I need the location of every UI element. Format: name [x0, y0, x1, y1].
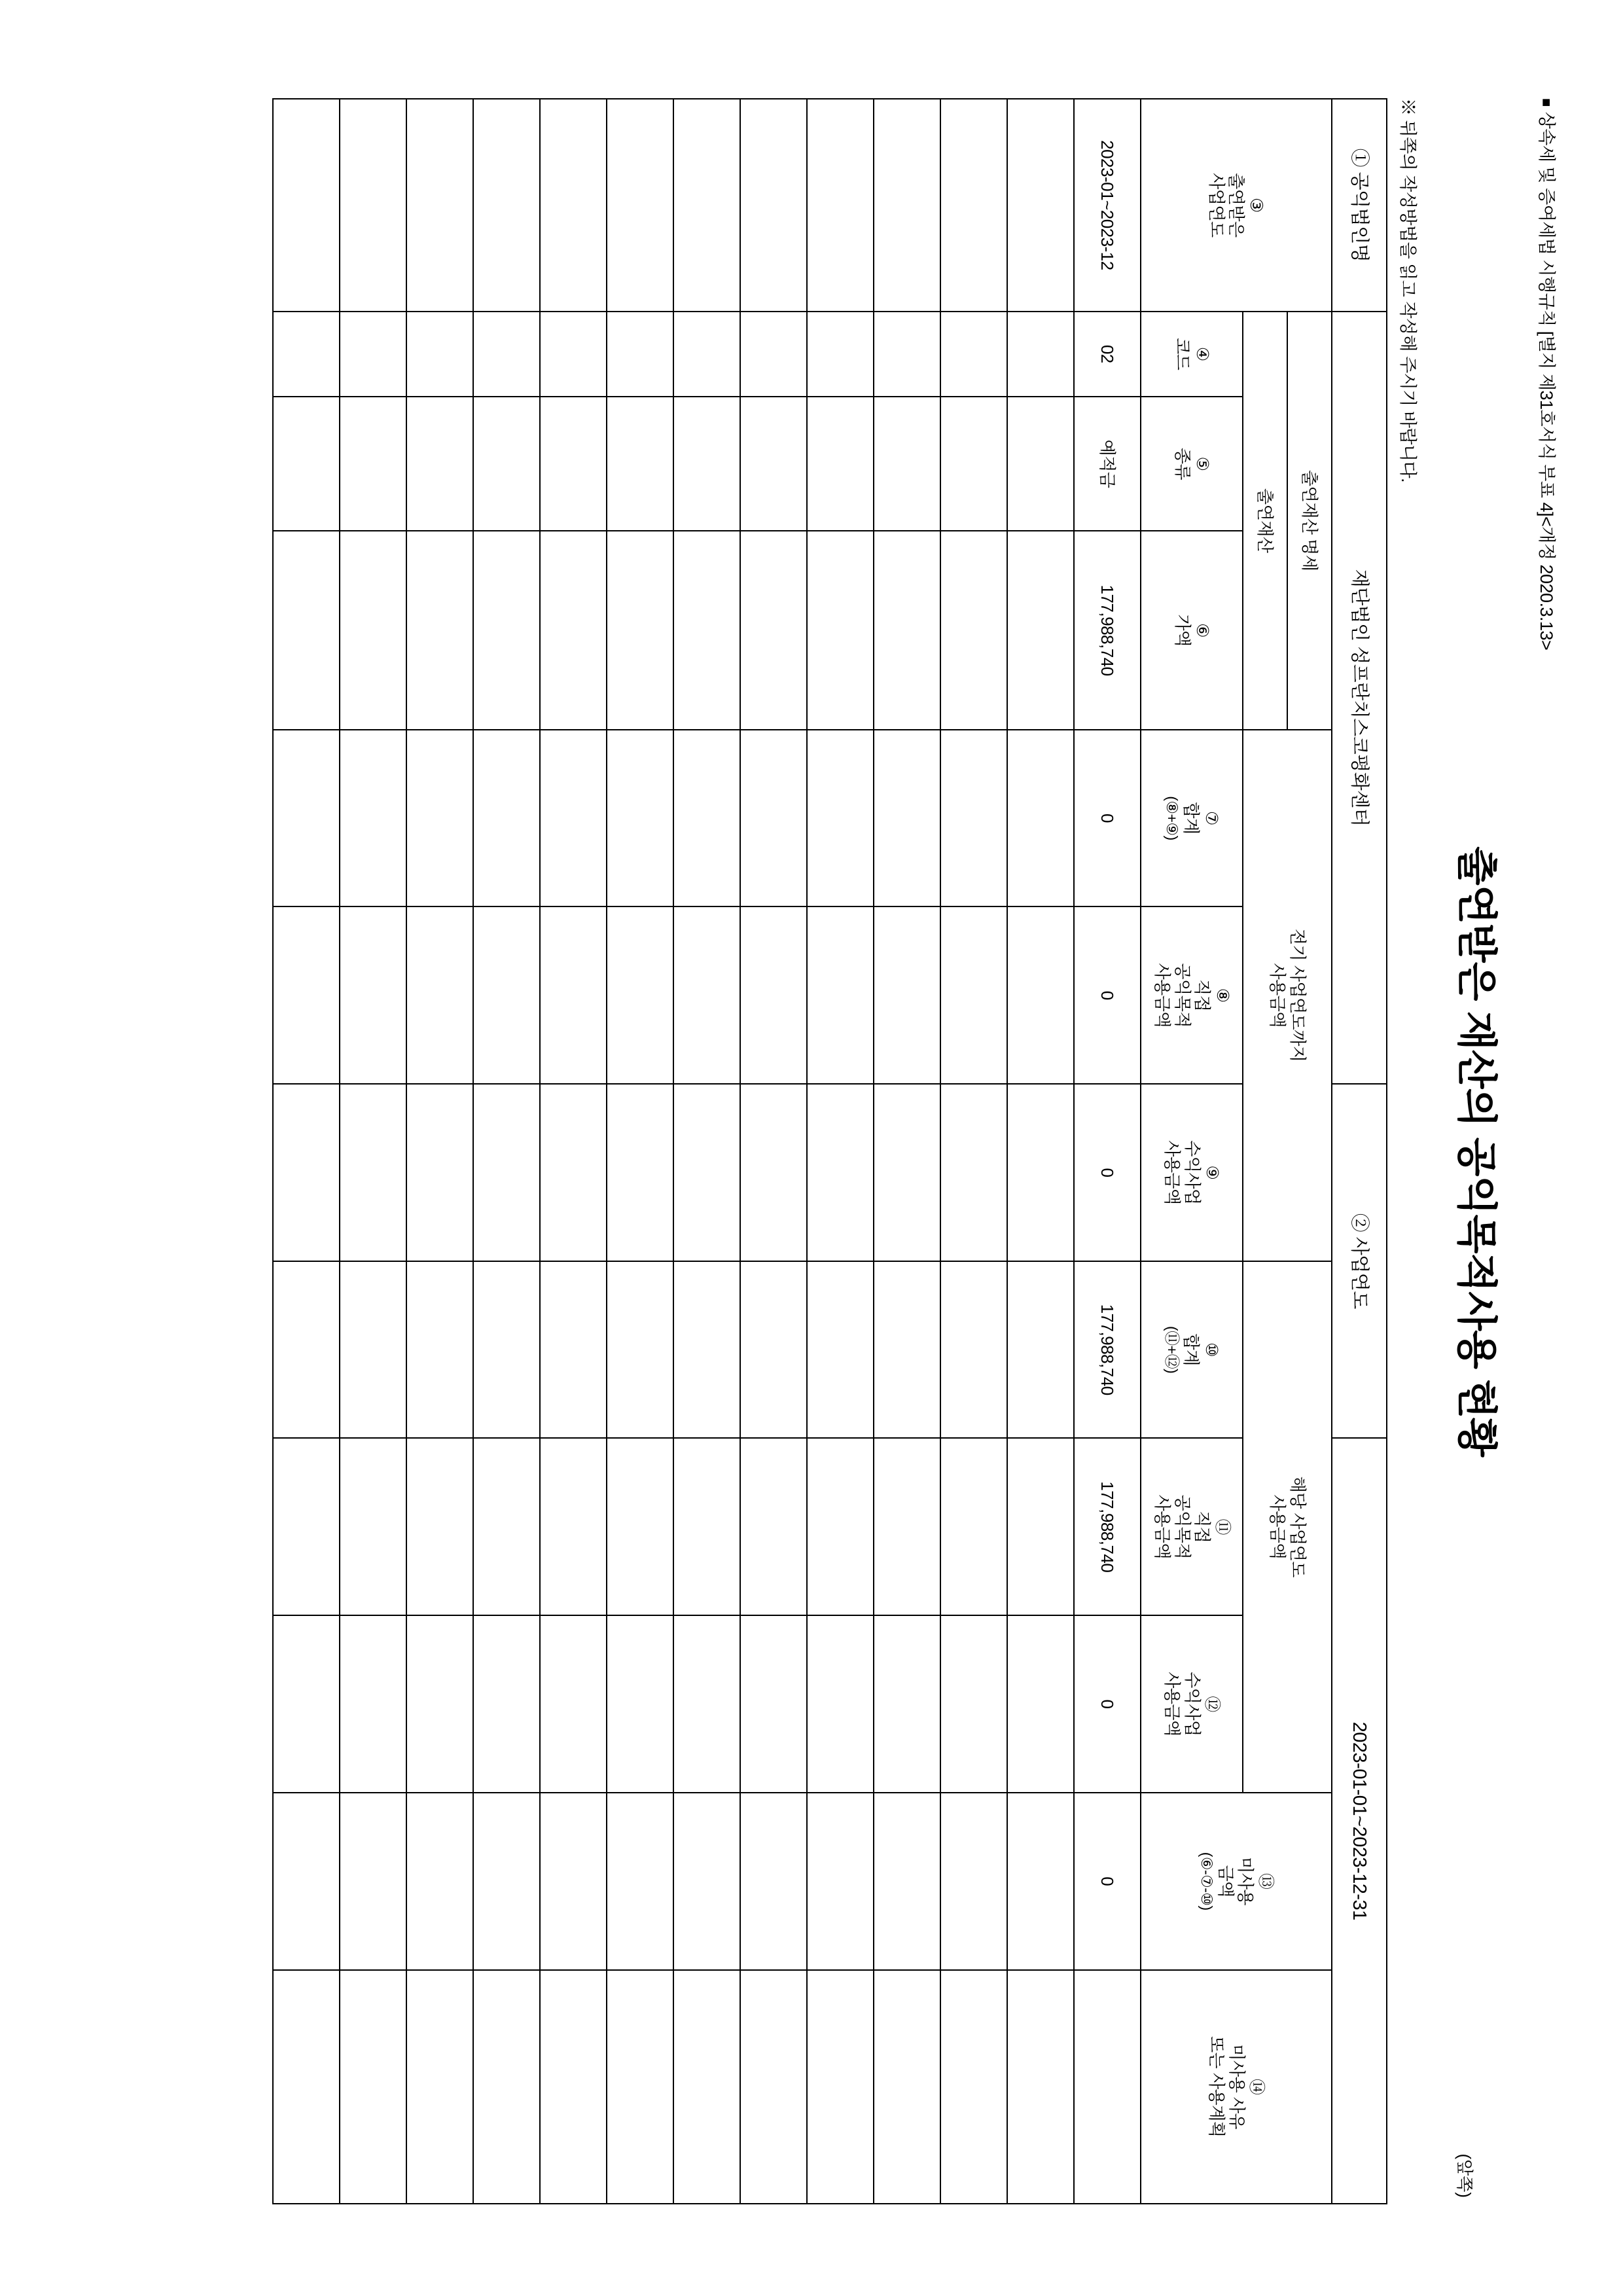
header-col5-label: 종류: [1172, 447, 1192, 480]
cell-col8[interactable]: [540, 906, 607, 1084]
cell-col6[interactable]: 177,988,740: [1074, 531, 1141, 729]
header-col11-curr-direct: [1141, 1438, 1243, 1615]
cell-col7[interactable]: [1007, 730, 1074, 907]
cell-col14[interactable]: [540, 1970, 607, 2204]
cell-col12[interactable]: [1007, 1615, 1074, 1793]
cell-col12[interactable]: [607, 1615, 673, 1793]
cell-col12[interactable]: [673, 1615, 740, 1793]
cell-col4[interactable]: [673, 312, 740, 397]
header-col8-l1: 직접: [1192, 979, 1213, 1012]
header-col8-l2: 공익목적: [1172, 963, 1192, 1028]
cell-col7[interactable]: [673, 730, 740, 907]
header-col5-type: [1141, 397, 1243, 531]
header-col3-l2: 사업연도: [1206, 173, 1226, 238]
cell-col12[interactable]: 0: [1074, 1615, 1141, 1793]
header-col3-l1: 출연받은: [1226, 173, 1247, 238]
cell-col11[interactable]: [406, 1438, 473, 1615]
cell-col14[interactable]: [740, 1970, 807, 2204]
header-col13-unused-amount: [1141, 1793, 1332, 1970]
cell-col4[interactable]: [273, 312, 340, 397]
cell-col9[interactable]: [340, 1084, 406, 1261]
cell-col5[interactable]: [807, 397, 874, 531]
cell-col13[interactable]: [607, 1793, 673, 1970]
cell-col13[interactable]: [740, 1793, 807, 1970]
cell-col12[interactable]: [473, 1615, 540, 1793]
header-group-curr-l1: 해당 사업연도: [1287, 1476, 1308, 1578]
cell-col6[interactable]: [273, 531, 340, 729]
header-col7-formula: (⑧+⑨): [1164, 796, 1181, 840]
field-label-org: ① 공익법인명: [1332, 99, 1387, 312]
bullet-icon: ■: [1539, 98, 1555, 107]
cell-col3[interactable]: 2023-01~2023-12: [1074, 99, 1141, 312]
table-row: [740, 99, 807, 2204]
cell-col14[interactable]: [874, 1970, 940, 2204]
table-row: [340, 99, 406, 2204]
header-col8-prev-direct: [1141, 906, 1243, 1084]
cell-col10[interactable]: [340, 1261, 406, 1439]
header-col11-l3: 사용금액: [1152, 1494, 1172, 1560]
header-col11-num: ⑪: [1213, 1518, 1232, 1535]
cell-col7[interactable]: [607, 730, 673, 907]
cell-col7[interactable]: 0: [1074, 730, 1141, 907]
cell-col7[interactable]: [473, 730, 540, 907]
cell-col14[interactable]: [1074, 1970, 1141, 2204]
header-col7-label: 합계: [1181, 802, 1202, 834]
cell-col5[interactable]: [473, 397, 540, 531]
cell-col10[interactable]: [807, 1261, 874, 1439]
cell-col13[interactable]: [340, 1793, 406, 1970]
cell-col9[interactable]: [273, 1084, 340, 1261]
cell-col11[interactable]: [740, 1438, 807, 1615]
cell-col10[interactable]: [473, 1261, 540, 1439]
cell-col11[interactable]: [473, 1438, 540, 1615]
cell-col4[interactable]: [406, 312, 473, 397]
cell-col7[interactable]: [540, 730, 607, 907]
cell-col5[interactable]: [406, 397, 473, 531]
header-col10-formula: (⑪+⑫): [1164, 1326, 1181, 1374]
cell-col12[interactable]: [940, 1615, 1007, 1793]
table-row: [607, 99, 673, 2204]
cell-col10[interactable]: [874, 1261, 940, 1439]
cell-col10[interactable]: [406, 1261, 473, 1439]
cell-col13[interactable]: [807, 1793, 874, 1970]
header-group-prev-l2: 사용금액: [1268, 963, 1287, 1028]
header-col6-label: 가액: [1172, 614, 1192, 647]
header-group-donated-asset: 출연재산: [1243, 312, 1287, 730]
header-col11-l1: 직접: [1192, 1511, 1213, 1543]
cell-col3[interactable]: [406, 99, 473, 312]
cell-col10[interactable]: [740, 1261, 807, 1439]
header-col3: [1141, 99, 1332, 312]
cell-col6[interactable]: [340, 531, 406, 729]
cell-col3[interactable]: [673, 99, 740, 312]
cell-col14[interactable]: [1007, 1970, 1074, 2204]
cell-col13[interactable]: [406, 1793, 473, 1970]
cell-col13[interactable]: [473, 1793, 540, 1970]
cell-col10[interactable]: 177,988,740: [1074, 1261, 1141, 1439]
cell-col3[interactable]: [807, 99, 874, 312]
cell-col5[interactable]: 예적금: [1074, 397, 1141, 531]
cell-col11[interactable]: [607, 1438, 673, 1615]
header-group-prev-l1: 전기 사업연도까지: [1287, 928, 1308, 1062]
field-label-fiscal-year: ② 사업연도: [1332, 1084, 1387, 1438]
cell-col7[interactable]: [740, 730, 807, 907]
cell-col7[interactable]: [940, 730, 1007, 907]
cell-col14[interactable]: [807, 1970, 874, 2204]
cell-col5[interactable]: [740, 397, 807, 531]
table-row: [273, 99, 340, 2204]
cell-col6[interactable]: [607, 531, 673, 729]
cell-col13[interactable]: [673, 1793, 740, 1970]
cell-col3[interactable]: [740, 99, 807, 312]
cell-col4[interactable]: [473, 312, 540, 397]
cell-col6[interactable]: [473, 531, 540, 729]
cell-col4[interactable]: [607, 312, 673, 397]
cell-col8[interactable]: [940, 906, 1007, 1084]
cell-col13[interactable]: 0: [1074, 1793, 1141, 1970]
header-col13-num: ⑬: [1256, 1873, 1275, 1890]
cell-col11[interactable]: [1007, 1438, 1074, 1615]
cell-col5[interactable]: [940, 397, 1007, 531]
cell-col5[interactable]: [673, 397, 740, 531]
cell-col12[interactable]: [340, 1615, 406, 1793]
cell-col9[interactable]: [874, 1084, 940, 1261]
cell-col12[interactable]: [273, 1615, 340, 1793]
cell-col8[interactable]: [673, 906, 740, 1084]
cell-col3[interactable]: [940, 99, 1007, 312]
header-col14-reason: [1141, 1970, 1332, 2204]
cell-col6[interactable]: [673, 531, 740, 729]
cell-col11[interactable]: [807, 1438, 874, 1615]
cell-col6[interactable]: [540, 531, 607, 729]
page-title: 출연받은 재산의 공익목적사용 현황: [1454, 846, 1499, 1457]
cell-col4[interactable]: [940, 312, 1007, 397]
cell-col10[interactable]: [273, 1261, 340, 1439]
cell-col13[interactable]: [540, 1793, 607, 1970]
cell-col5[interactable]: [340, 397, 406, 531]
cell-col5[interactable]: [540, 397, 607, 531]
cell-col4[interactable]: 02: [1074, 312, 1141, 397]
header-col12-num: ⑫: [1203, 1696, 1222, 1712]
table-row: [406, 99, 473, 2204]
cell-col7[interactable]: [406, 730, 473, 907]
cell-col4[interactable]: [874, 312, 940, 397]
cell-col11[interactable]: [273, 1438, 340, 1615]
header-col6-num: ⑥: [1193, 623, 1212, 638]
cell-col9[interactable]: [673, 1084, 740, 1261]
header-group-curr-l2: 사용금액: [1268, 1494, 1287, 1560]
cell-col9[interactable]: [807, 1084, 874, 1261]
header-col12-curr-profit: [1141, 1615, 1243, 1793]
cell-col9[interactable]: [473, 1084, 540, 1261]
table-row: [940, 99, 1007, 2204]
cell-col11[interactable]: [673, 1438, 740, 1615]
identity-row: [1332, 99, 1387, 2204]
field-value-fiscal-year[interactable]: 2023-01-01~2023-12-31: [1332, 1438, 1387, 2204]
cell-col5[interactable]: [1007, 397, 1074, 531]
cell-col3[interactable]: [1007, 99, 1074, 312]
cell-col6[interactable]: [940, 531, 1007, 729]
field-value-org[interactable]: 재단법인 성프란치스코평화센터: [1332, 312, 1387, 1084]
header-col7-prev-total: [1141, 730, 1243, 907]
cell-col6[interactable]: [740, 531, 807, 729]
cell-col10[interactable]: [1007, 1261, 1074, 1439]
cell-col9[interactable]: [940, 1084, 1007, 1261]
header-col5-num: ⑤: [1193, 456, 1212, 471]
cell-col3[interactable]: [473, 99, 540, 312]
header-col12-l2: 사용금액: [1162, 1672, 1183, 1736]
cell-col14[interactable]: [473, 1970, 540, 2204]
cell-col8[interactable]: [340, 906, 406, 1084]
cell-col4[interactable]: [807, 312, 874, 397]
header-group-current-period: [1243, 1261, 1332, 1793]
cell-col10[interactable]: [540, 1261, 607, 1439]
header-col13-formula: (⑥-⑦-⑩): [1198, 1852, 1216, 1910]
header-col13-l2: 금액: [1215, 1865, 1236, 1897]
cell-col13[interactable]: [1007, 1793, 1074, 1970]
page-side-marker: (앞쪽): [1455, 2153, 1474, 2198]
header-col7-num: ⑦: [1202, 811, 1221, 825]
cell-col3[interactable]: [540, 99, 607, 312]
cell-col14[interactable]: [406, 1970, 473, 2204]
cell-col3[interactable]: [273, 99, 340, 312]
cell-col9[interactable]: [1007, 1084, 1074, 1261]
header-col14-l2: 또는 사용계획: [1207, 2036, 1227, 2138]
cell-col8[interactable]: [607, 906, 673, 1084]
table-row: [1074, 99, 1141, 2204]
header-col3-num: ③: [1247, 198, 1267, 213]
cell-col11[interactable]: [940, 1438, 1007, 1615]
cell-col3[interactable]: [607, 99, 673, 312]
cell-col8[interactable]: [807, 906, 874, 1084]
table-row: [807, 99, 874, 2204]
cell-col12[interactable]: [406, 1615, 473, 1793]
cell-col14[interactable]: [673, 1970, 740, 2204]
cell-col8[interactable]: [473, 906, 540, 1084]
table-row: [1007, 99, 1074, 2204]
header-col10-curr-total: [1141, 1261, 1243, 1439]
cell-col8[interactable]: [1007, 906, 1074, 1084]
cell-col14[interactable]: [340, 1970, 406, 2204]
cell-col11[interactable]: [540, 1438, 607, 1615]
header-col9-l2: 사용금액: [1162, 1140, 1183, 1205]
table-row: [673, 99, 740, 2204]
cell-col7[interactable]: [273, 730, 340, 907]
table-row: [540, 99, 607, 2204]
header-group-prev-period: [1243, 730, 1332, 1261]
header-col8-num: ⑧: [1213, 988, 1232, 1003]
cell-col9[interactable]: 0: [1074, 1084, 1141, 1261]
cell-col8[interactable]: [273, 906, 340, 1084]
header-col11-l2: 공익목적: [1172, 1494, 1192, 1560]
header-col6-value: [1141, 531, 1243, 729]
public-purpose-usage-table: [272, 98, 1387, 2204]
cell-col9[interactable]: [406, 1084, 473, 1261]
table-row: [473, 99, 540, 2204]
cell-col10[interactable]: [673, 1261, 740, 1439]
cell-col14[interactable]: [940, 1970, 1007, 2204]
cell-col9[interactable]: [740, 1084, 807, 1261]
cell-col4[interactable]: [740, 312, 807, 397]
cell-col9[interactable]: [540, 1084, 607, 1261]
header-group-detail: 출연재산 명세: [1287, 312, 1332, 730]
cell-col6[interactable]: [406, 531, 473, 729]
header-col4-code: [1141, 312, 1243, 397]
header-col10-num: ⑩: [1202, 1342, 1221, 1357]
header-col14-num: ⑭: [1247, 2079, 1266, 2095]
cell-col4[interactable]: [1007, 312, 1074, 397]
cell-col6[interactable]: [807, 531, 874, 729]
cell-col13[interactable]: [940, 1793, 1007, 1970]
cell-col11[interactable]: 177,988,740: [1074, 1438, 1141, 1615]
cell-col9[interactable]: [607, 1084, 673, 1261]
law-reference-text: 상속세 및 증여세법 시행규칙 [별지 제31호서식 부표 4]<개정 2020.3.13>: [1537, 111, 1556, 651]
cell-col3[interactable]: [874, 99, 940, 312]
header-col9-l1: 수익사업: [1182, 1140, 1202, 1205]
cell-col12[interactable]: [740, 1615, 807, 1793]
cell-col8[interactable]: [406, 906, 473, 1084]
cell-col14[interactable]: [607, 1970, 673, 2204]
cell-col12[interactable]: [807, 1615, 874, 1793]
cell-col11[interactable]: [340, 1438, 406, 1615]
cell-col4[interactable]: [340, 312, 406, 397]
table-row: [874, 99, 940, 2204]
cell-col11[interactable]: [874, 1438, 940, 1615]
cell-col5[interactable]: [874, 397, 940, 531]
cell-col10[interactable]: [940, 1261, 1007, 1439]
cell-col12[interactable]: [540, 1615, 607, 1793]
cell-col13[interactable]: [273, 1793, 340, 1970]
header-col12-l1: 수익사업: [1182, 1672, 1202, 1736]
cell-col13[interactable]: [874, 1793, 940, 1970]
header-col14-l1: 미사용 사유: [1226, 2044, 1247, 2130]
cell-col5[interactable]: [607, 397, 673, 531]
header-col10-label: 합계: [1181, 1333, 1202, 1366]
header-col9-prev-profit: [1141, 1084, 1243, 1261]
cell-col6[interactable]: [874, 531, 940, 729]
cell-col8[interactable]: 0: [1074, 906, 1141, 1084]
instruction-note: ※ 뒤쪽의 작성방법을 읽고 작성해 주시기 바랍니다.: [1398, 98, 1418, 483]
cell-col12[interactable]: [874, 1615, 940, 1793]
cell-col14[interactable]: [273, 1970, 340, 2204]
header-col4-label: 코드: [1172, 338, 1192, 370]
cell-col10[interactable]: [607, 1261, 673, 1439]
header-col9-num: ⑨: [1203, 1165, 1222, 1180]
group-header-row: [1287, 99, 1332, 2204]
cell-col7[interactable]: [340, 730, 406, 907]
cell-col8[interactable]: [740, 906, 807, 1084]
cell-col7[interactable]: [874, 730, 940, 907]
law-reference-note: [1535, 98, 1561, 2204]
header-col4-num: ④: [1193, 346, 1212, 361]
cell-col3[interactable]: [340, 99, 406, 312]
header-col8-l3: 사용금액: [1152, 963, 1172, 1028]
cell-col6[interactable]: [1007, 531, 1074, 729]
cell-col5[interactable]: [273, 397, 340, 531]
cell-col8[interactable]: [874, 906, 940, 1084]
cell-col7[interactable]: [807, 730, 874, 907]
cell-col4[interactable]: [540, 312, 607, 397]
header-col13-l1: 미사용: [1236, 1857, 1256, 1906]
